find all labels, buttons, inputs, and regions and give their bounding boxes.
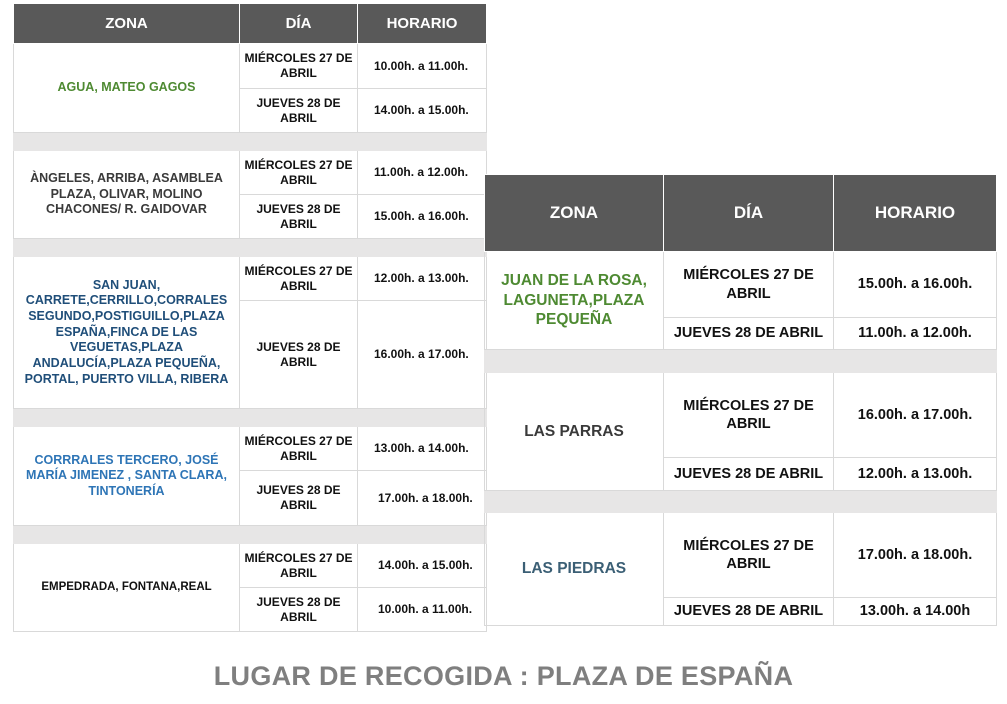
day-cell: MIÉRCOLES 27 DE ABRIL [240,151,358,195]
separator-row [14,133,487,151]
day-cell: MIÉRCOLES 27 DE ABRIL [664,513,834,598]
day-cell: JUEVES 28 DE ABRIL [664,598,834,626]
header-zona: ZONA [485,175,664,252]
separator-row [14,409,487,427]
day-cell: JUEVES 28 DE ABRIL [240,471,358,526]
table-row [14,44,487,89]
time-cell: 13.00h. a 14.00h. [358,427,487,471]
time-cell: 15.00h. a 16.00h. [834,252,997,318]
zone-name: CORRRALES TERCERO, JOSÉ MARÍA JIMENEZ , SANTA CLARA, TINTONERÍA [14,427,240,526]
time-cell: 10.00h. a 11.00h. [358,588,487,632]
zone-name: LAS PARRAS [485,373,664,491]
separator-row [485,350,997,373]
time-cell: 17.00h. a 18.00h. [834,513,997,598]
time-cell: 14.00h. a 15.00h. [358,89,487,133]
time-cell: 12.00h. a 13.00h. [358,257,487,301]
table-header-row [485,175,997,252]
day-cell: JUEVES 28 DE ABRIL [240,301,358,409]
day-cell: MIÉRCOLES 27 DE ABRIL [240,257,358,301]
zone-name: LAS PIEDRAS [485,513,664,626]
day-cell: JUEVES 28 DE ABRIL [240,195,358,239]
time-cell: 17.00h. a 18.00h. [358,471,487,526]
day-cell: JUEVES 28 DE ABRIL [664,318,834,350]
zone-name: SAN JUAN, CARRETE,CERRILLO,CORRALES SEGUNDO,POSTIGUILLO,PLAZA ESPAÑA,FINCA DE LAS VEGUETAS,PLAZA ANDALUCÍA,PLAZA PEQUEÑA, PORTAL, PUERTO VILLA, RIBERA [14,257,240,409]
table-row [485,513,997,598]
zone-name: AGUA, MATEO GAGOS [14,44,240,133]
day-cell: JUEVES 28 DE ABRIL [240,588,358,632]
table-row [14,544,487,588]
table-row [14,151,487,195]
time-cell: 14.00h. a 15.00h. [358,544,487,588]
day-cell: JUEVES 28 DE ABRIL [240,89,358,133]
time-cell: 16.00h. a 17.00h. [358,301,487,409]
day-cell: MIÉRCOLES 27 DE ABRIL [240,544,358,588]
left-schedule-table [13,3,487,632]
separator-row [485,491,997,513]
right-schedule-table [484,174,997,626]
zone-name: ÀNGELES, ARRIBA, ASAMBLEA PLAZA, OLIVAR, MOLINO CHACONES/ R. GAIDOVAR [14,151,240,239]
header-horario: HORARIO [358,4,487,44]
time-cell: 12.00h. a 13.00h. [834,458,997,491]
header-zona: ZONA [14,4,240,44]
time-cell: 11.00h. a 12.00h. [834,318,997,350]
header-dia: DÍA [240,4,358,44]
separator-row [14,239,487,257]
table-row [14,427,487,471]
pickup-location-caption: LUGAR DE RECOGIDA : PLAZA DE ESPAÑA [213,661,794,691]
day-cell: MIÉRCOLES 27 DE ABRIL [240,44,358,89]
time-cell: 11.00h. a 12.00h. [358,151,487,195]
day-cell: MIÉRCOLES 27 DE ABRIL [664,252,834,318]
day-cell: JUEVES 28 DE ABRIL [664,458,834,491]
table-row [485,252,997,318]
day-cell: MIÉRCOLES 27 DE ABRIL [240,427,358,471]
table-header-row [14,4,487,44]
time-cell: 13.00h. a 14.00h [834,598,997,626]
zone-name: EMPEDRADA, FONTANA,REAL [14,544,240,632]
time-cell: 16.00h. a 17.00h. [834,373,997,458]
separator-row [14,526,487,544]
zone-name: JUAN DE LA ROSA, LAGUNETA,PLAZA PEQUEÑA [485,252,664,350]
header-horario: HORARIO [834,175,997,252]
time-cell: 10.00h. a 11.00h. [358,44,487,89]
table-row [485,373,997,458]
day-cell: MIÉRCOLES 27 DE ABRIL [664,373,834,458]
table-row [14,257,487,301]
time-cell: 15.00h. a 16.00h. [358,195,487,239]
header-dia: DÍA [664,175,834,252]
